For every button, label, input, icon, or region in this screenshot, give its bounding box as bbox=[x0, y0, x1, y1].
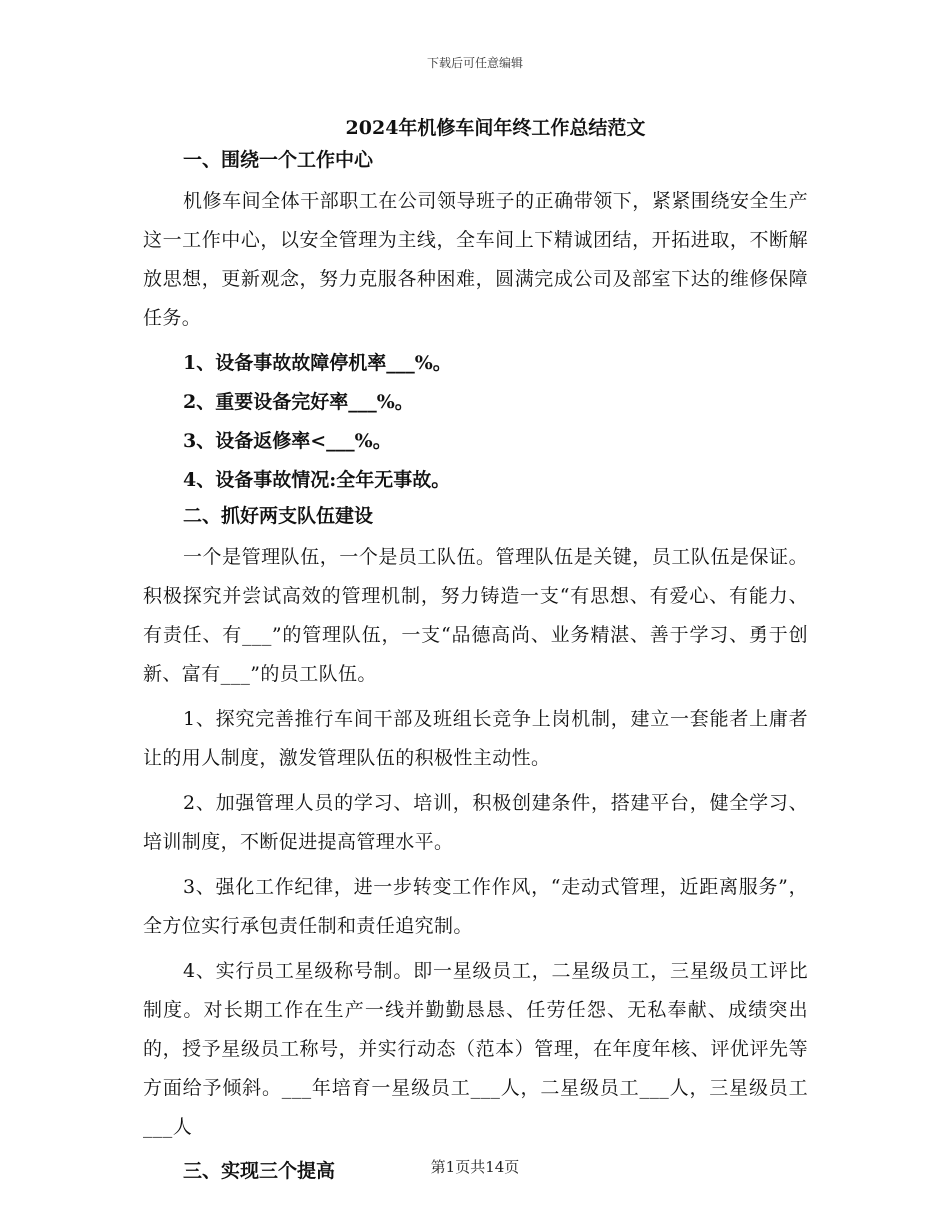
section-1-item-3: 3、设备返修率<___%。 bbox=[183, 430, 392, 452]
section-2-heading: 二、抓好两支队伍建设 bbox=[183, 505, 374, 527]
section-2-point-4: 4、实行员工星级称号制。即一星级员工，二星级员工，三星级员工评比制度。对长期工作在生产一线并勤勤恳恳、任劳任怨、无私奉献、成绩突出的，授予星级员工称号，并实行动态（范本）管理，在年度年核、评优评先等方面给予倾斜。___年培育一星级员工___人，二星级员工___人，三星级员工___人 bbox=[143, 960, 808, 1138]
section-3-heading: 三、实现三个提高 bbox=[183, 1160, 336, 1182]
section-1-paragraph: 机修车间全体干部职工在公司领导班子的正确带领下，紧紧围绕安全生产这一工作中心，以安全管理为主线，全车间上下精诚团结，开拓进取，不断解放思想，更新观念，努力克服各种困难，圆满完成公司及部室下达的维修保障任务。 bbox=[143, 190, 808, 329]
document-title: 2024年机修车间年终工作总结范文 bbox=[345, 117, 646, 139]
section-1-item-1: 1、设备事故故障停机率___%。 bbox=[183, 352, 452, 374]
section-1-item-4: 4、设备事故情况:全年无事故。 bbox=[183, 469, 451, 491]
page-footer: 第1页共14页 bbox=[430, 1158, 520, 1176]
section-2-paragraph: 一个是管理队伍，一个是员工队伍。管理队伍是关键，员工队伍是保证。积极探究并尝试高效的管理机制，努力铸造一支“有思想、有爱心、有能力、有责任、有___”的管理队伍，一支“品德高尚、业务精湛、善于学习、勇于创新、富有___”的员工队伍。 bbox=[143, 546, 808, 685]
section-1-item-2: 2、重要设备完好率___%。 bbox=[183, 391, 414, 413]
section-2-point-2: 2、加强管理人员的学习、培训，积极创建条件，搭建平台，健全学习、培训制度，不断促进提高管理水平。 bbox=[143, 792, 808, 853]
section-2-point-1: 1、探究完善推行车间干部及班组长竞争上岗机制，建立一套能者上庸者让的用人制度，激发管理队伍的积极性主动性。 bbox=[143, 708, 808, 769]
header-note: 下载后可任意编辑 bbox=[426, 56, 523, 70]
section-1-heading: 一、围绕一个工作中心 bbox=[183, 149, 374, 171]
document-body bbox=[143, 112, 808, 1187]
section-2-point-3: 3、强化工作纪律，进一步转变工作作风，“走动式管理，近距离服务”，全方位实行承包责任制和责任追究制。 bbox=[143, 876, 808, 937]
